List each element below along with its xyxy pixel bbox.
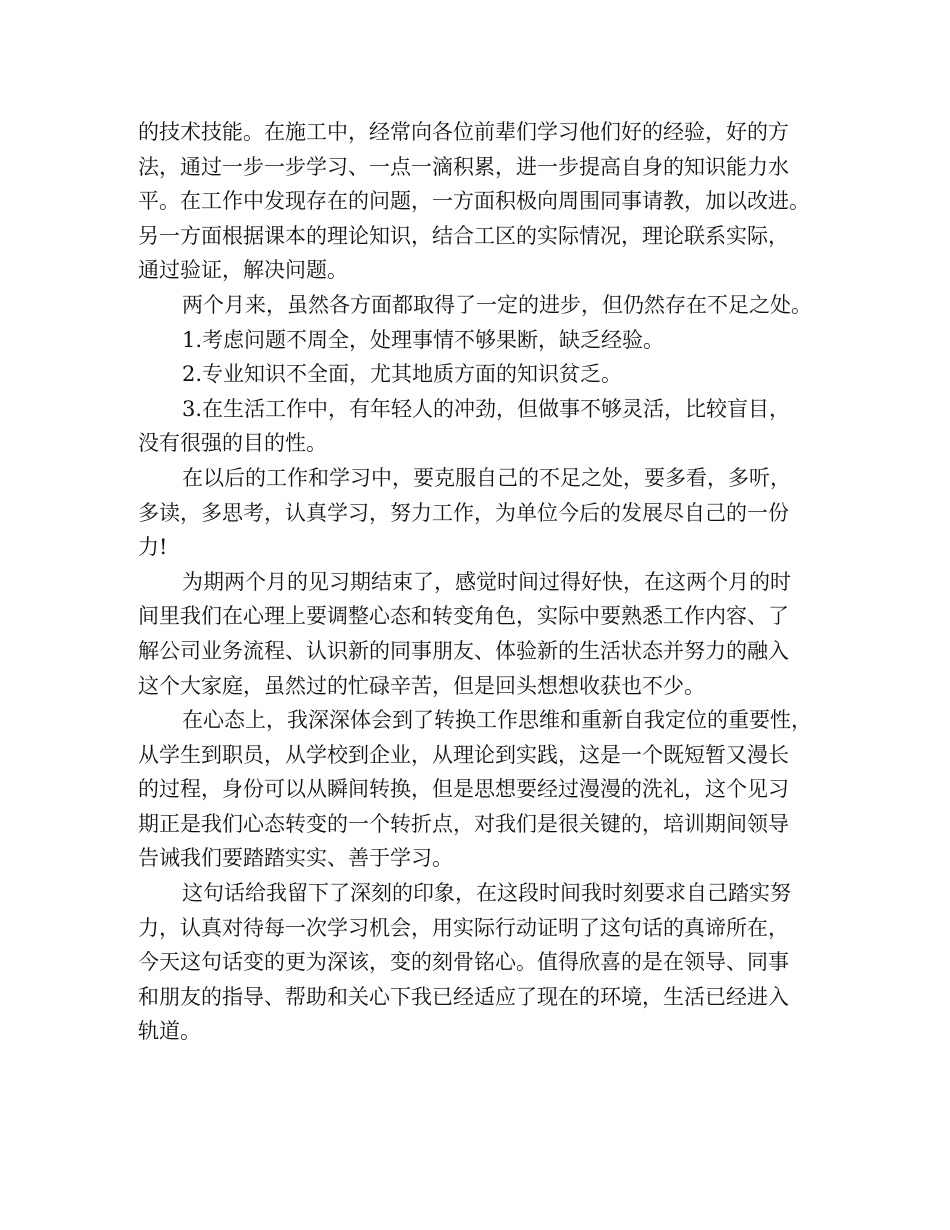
text-line: 平。在工作中发现存在的问题，一方面积极向周围同事请教，加以改进。 bbox=[138, 189, 810, 214]
text-line: 没有很强的目的性。 bbox=[138, 431, 327, 456]
text-line: 1.考虑问题不周全，处理事情不够果断，缺乏经验。 bbox=[182, 327, 665, 352]
text-line: 解公司业务流程、认识新的同事朋友、体验新的生活状态并努力的融入 bbox=[138, 638, 789, 663]
text-line: 法，通过一步一步学习、一点一滴积累，进一步提高自身的知识能力水 bbox=[138, 154, 789, 179]
text-line: 从学生到职员，从学校到企业，从理论到实践，这是一个既短暂又漫长 bbox=[138, 742, 789, 767]
text-line: 在以后的工作和学习中，要克服自己的不足之处，要多看，多听， bbox=[182, 465, 791, 490]
text-line: 为期两个月的见习期结束了，感觉时间过得好快，在这两个月的时 bbox=[182, 569, 791, 594]
text-line: 的过程，身份可以从瞬间转换，但是思想要经过漫漫的洗礼，这个见习 bbox=[138, 777, 789, 802]
text-line: 的技术技能。在施工中，经常向各位前辈们学习他们好的经验，好的方 bbox=[138, 120, 789, 144]
text-line: 通过验证，解决问题。 bbox=[138, 258, 348, 283]
text-line: 力! bbox=[138, 535, 168, 560]
document-body bbox=[138, 115, 828, 1049]
text-line: 另一方面根据课本的理论知识，结合工区的实际情况，理论联系实际， bbox=[138, 223, 789, 248]
text-line: 这句话给我留下了深刻的印象，在这段时间我时刻要求自己踏实努 bbox=[182, 881, 791, 906]
text-line: 今天这句话变的更为深该，变的刻骨铭心。值得欣喜的是在领导、同事 bbox=[138, 950, 789, 975]
text-line: 轨道。 bbox=[138, 1019, 201, 1044]
text-line: 2.专业知识不全面，尤其地质方面的知识贫乏。 bbox=[182, 362, 623, 387]
text-line: 多读，多思考，认真学习，努力工作，为单位今后的发展尽自己的一份 bbox=[138, 500, 789, 525]
text-line: 间里我们在心理上要调整心态和转变角色，实际中要熟悉工作内容、了 bbox=[138, 604, 789, 629]
text-line: 这个大家庭，虽然过的忙碌辛苦，但是回头想想收获也不少。 bbox=[138, 673, 705, 698]
text-line: 在心态上，我深深体会到了转换工作思维和重新自我定位的重要性， bbox=[182, 708, 812, 733]
text-line: 和朋友的指导、帮助和关心下我已经适应了现在的环境，生活已经进入 bbox=[138, 984, 789, 1009]
text-line: 期正是我们心态转变的一个转折点，对我们是很关键的，培训期间领导 bbox=[138, 811, 789, 836]
text-line: 3.在生活工作中，有年轻人的冲劲，但做事不够灵活，比较盲目， bbox=[182, 396, 791, 421]
text-line: 两个月来，虽然各方面都取得了一定的进步，但仍然存在不足之处。 bbox=[182, 292, 812, 317]
text-line: 告诫我们要踏踏实实、善于学习。 bbox=[138, 846, 453, 871]
text-line: 力，认真对待每一次学习机会，用实际行动证明了这句话的真谛所在， bbox=[138, 915, 789, 940]
